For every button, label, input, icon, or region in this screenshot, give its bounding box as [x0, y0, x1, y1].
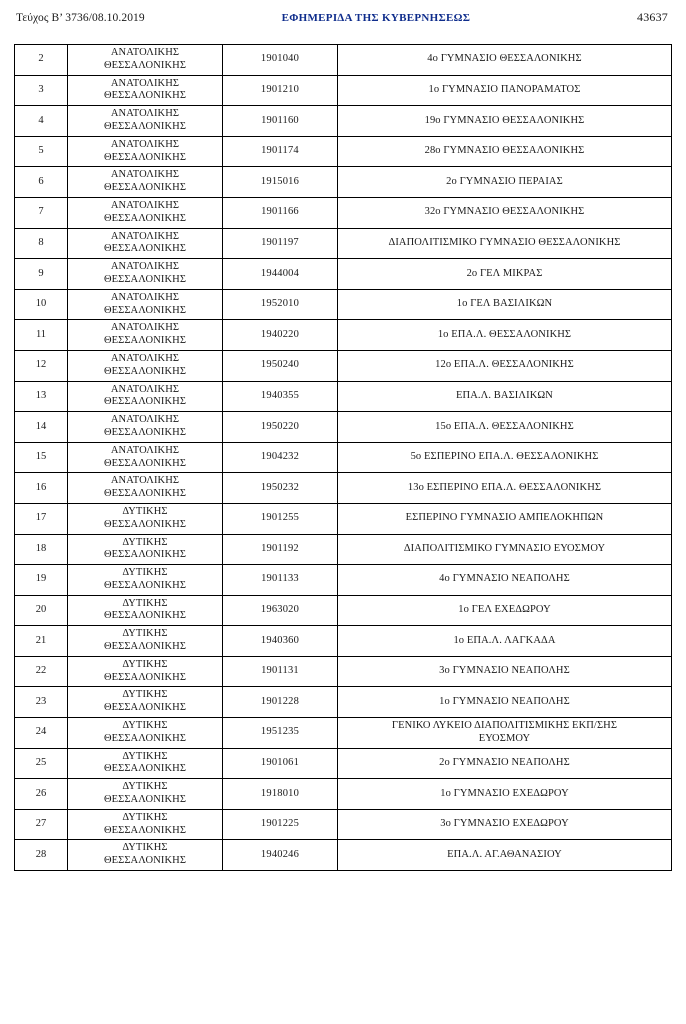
table-row [15, 565, 672, 596]
table-row [15, 595, 672, 626]
region-line-1: ΔΥΤΙΚΗΣ [122, 811, 168, 823]
region-line-2: ΘΕΣΣΑΛΟΝΙΚΗΣ [103, 365, 187, 377]
table-row [15, 412, 672, 443]
schools-table-body [15, 45, 672, 871]
region-cell [68, 75, 223, 106]
row-index-cell: 14 [15, 412, 68, 443]
school-name-line-1: 1ο ΕΠΑ.Λ. ΘΕΣΣΑΛΟΝΙΚΗΣ [437, 328, 572, 340]
school-name-line-1: 3ο ΓΥΜΝΑΣΙΟ ΕΧΕΔΩΡΟΥ [440, 818, 569, 830]
region-line-2: ΘΕΣΣΑΛΟΝΙΚΗΣ [103, 641, 187, 653]
region-cell [68, 412, 223, 443]
row-index-cell: 22 [15, 656, 68, 687]
row-index-cell: 4 [15, 106, 68, 137]
region-line-2: ΘΕΣΣΑΛΟΝΙΚΗΣ [103, 335, 187, 347]
region-cell [68, 228, 223, 259]
school-name-cell [338, 350, 672, 381]
page-number: 43637 [637, 10, 668, 24]
school-code-cell: 1944004 [223, 259, 338, 290]
school-code-cell: 1901255 [223, 503, 338, 534]
region-line-2: ΘΕΣΣΑΛΟΝΙΚΗΣ [103, 610, 187, 622]
region-line-1: ΔΥΤΙΚΗΣ [122, 567, 168, 579]
row-index-cell: 25 [15, 748, 68, 779]
region-cell [68, 779, 223, 810]
school-code-cell: 1963020 [223, 595, 338, 626]
school-code-cell: 1901160 [223, 106, 338, 137]
school-code-cell: 1940246 [223, 840, 338, 871]
school-name-cell [338, 228, 672, 259]
school-name-line-1: 5ο ΕΣΠΕΡΙΝΟ ΕΠΑ.Λ. ΘΕΣΣΑΛΟΝΙΚΗΣ [410, 451, 599, 463]
school-code-cell: 1915016 [223, 167, 338, 198]
school-code-cell: 1950220 [223, 412, 338, 443]
region-line-1: ΑΝΑΤΟΛΙΚΗΣ [110, 169, 180, 181]
region-line-1: ΑΝΑΤΟΛΙΚΗΣ [110, 77, 180, 89]
region-cell [68, 45, 223, 76]
school-code-cell: 1901166 [223, 197, 338, 228]
issue-reference: Τεύχος Β’ 3736/08.10.2019 [16, 12, 145, 24]
table-row [15, 840, 672, 871]
region-line-2: ΘΕΣΣΑΛΟΝΙΚΗΣ [103, 426, 187, 438]
table-row [15, 320, 672, 351]
school-name-cell [338, 320, 672, 351]
school-name-cell [338, 197, 672, 228]
table-row [15, 718, 672, 749]
region-cell [68, 687, 223, 718]
table-row [15, 350, 672, 381]
region-line-2: ΘΕΣΣΑΛΟΝΙΚΗΣ [103, 90, 187, 102]
school-name-line-1: ΕΣΠΕΡΙΝΟ ΓΥΜΝΑΣΙΟ ΑΜΠΕΛΟΚΗΠΩΝ [405, 512, 604, 524]
school-code-cell: 1918010 [223, 779, 338, 810]
school-name-cell [338, 473, 672, 504]
school-code-cell: 1904232 [223, 442, 338, 473]
region-line-2: ΘΕΣΣΑΛΟΝΙΚΗΣ [103, 273, 187, 285]
schools-table [14, 44, 672, 871]
row-index-cell: 23 [15, 687, 68, 718]
region-cell [68, 106, 223, 137]
school-name-line-1: 12ο ΕΠΑ.Λ. ΘΕΣΣΑΛΟΝΙΚΗΣ [435, 359, 574, 371]
table-row [15, 779, 672, 810]
region-line-2: ΘΕΣΣΑΛΟΝΙΚΗΣ [103, 212, 187, 224]
school-code-cell: 1940355 [223, 381, 338, 412]
region-line-1: ΑΝΑΤΟΛΙΚΗΣ [110, 414, 180, 426]
school-name-line-1: ΓΕΝΙΚΟ ΛΥΚΕΙΟ ΔΙΑΠΟΛΙΤΙΣΜΙΚΗΣ ΕΚΠ/ΣΗΣ [391, 720, 618, 732]
school-name-cell [338, 687, 672, 718]
row-index-cell: 10 [15, 289, 68, 320]
school-name-cell [338, 106, 672, 137]
table-row [15, 136, 672, 167]
row-index-cell: 24 [15, 718, 68, 749]
region-cell [68, 167, 223, 198]
school-code-cell: 1901061 [223, 748, 338, 779]
school-name-cell [338, 503, 672, 534]
region-line-1: ΑΝΑΤΟΛΙΚΗΣ [110, 261, 180, 273]
school-name-line-1: 1ο ΓΕΛ ΒΑΣΙΛΙΚΩΝ [456, 298, 553, 310]
region-cell [68, 289, 223, 320]
school-code-cell: 1951235 [223, 718, 338, 749]
region-cell [68, 381, 223, 412]
table-row [15, 534, 672, 565]
region-line-2: ΘΕΣΣΑΛΟΝΙΚΗΣ [103, 59, 187, 71]
region-cell [68, 840, 223, 871]
region-line-1: ΑΝΑΤΟΛΙΚΗΣ [110, 47, 180, 58]
region-line-1: ΑΝΑΤΟΛΙΚΗΣ [110, 352, 180, 364]
region-cell [68, 442, 223, 473]
school-code-cell: 1940360 [223, 626, 338, 657]
region-line-1: ΑΝΑΤΟΛΙΚΗΣ [110, 199, 180, 211]
region-line-1: ΑΝΑΤΟΛΙΚΗΣ [110, 383, 180, 395]
school-name-cell [338, 626, 672, 657]
row-index-cell: 8 [15, 228, 68, 259]
region-line-2: ΘΕΣΣΑΛΟΝΙΚΗΣ [103, 671, 187, 683]
school-name-cell [338, 565, 672, 596]
school-code-cell: 1901174 [223, 136, 338, 167]
table-row [15, 259, 672, 290]
table-row [15, 748, 672, 779]
school-name-line-1: ΔΙΑΠΟΛΙΤΙΣΜΙΚΟ ΓΥΜΝΑΣΙΟ ΘΕΣΣΑΛΟΝΙΚΗΣ [388, 236, 621, 248]
region-cell [68, 748, 223, 779]
school-name-line-1: ΕΠΑ.Λ. ΑΓ.ΑΘΑΝΑΣΙΟΥ [447, 848, 562, 860]
region-line-1: ΑΝΑΤΟΛΙΚΗΣ [110, 230, 180, 242]
region-line-1: ΔΥΤΙΚΗΣ [122, 536, 168, 548]
region-line-1: ΔΥΤΙΚΗΣ [122, 628, 168, 640]
school-code-cell: 1950232 [223, 473, 338, 504]
row-index-cell: 2 [15, 45, 68, 76]
region-line-1: ΔΥΤΙΚΗΣ [122, 597, 168, 609]
row-index-cell: 11 [15, 320, 68, 351]
school-name-cell [338, 656, 672, 687]
region-line-2: ΘΕΣΣΑΛΟΝΙΚΗΣ [103, 824, 187, 836]
region-cell [68, 718, 223, 749]
school-name-line-1: 2ο ΓΥΜΝΑΣΙΟ ΝΕΑΠΟΛΗΣ [439, 757, 570, 769]
region-cell [68, 565, 223, 596]
region-line-2: ΘΕΣΣΑΛΟΝΙΚΗΣ [103, 243, 187, 255]
row-index-cell: 21 [15, 626, 68, 657]
school-name-cell [338, 595, 672, 626]
school-name-line-1: 1ο ΓΥΜΝΑΣΙΟ ΠΑΝΟΡΑΜΑΤΟΣ [428, 83, 581, 95]
school-name-line-1: 32ο ΓΥΜΝΑΣΙΟ ΘΕΣΣΑΛΟΝΙΚΗΣ [424, 206, 585, 218]
region-line-1: ΔΥΤΙΚΗΣ [122, 658, 168, 670]
region-line-1: ΔΥΤΙΚΗΣ [122, 750, 168, 762]
school-name-line-1: ΔΙΑΠΟΛΙΤΙΣΜΙΚΟ ΓΥΜΝΑΣΙΟ ΕΥΟΣΜΟΥ [403, 542, 606, 554]
region-line-2: ΘΕΣΣΑΛΟΝΙΚΗΣ [103, 732, 187, 744]
school-name-cell [338, 167, 672, 198]
region-line-1: ΔΥΤΙΚΗΣ [122, 842, 168, 854]
school-name-cell [338, 718, 672, 749]
school-name-cell [338, 136, 672, 167]
school-name-cell [338, 381, 672, 412]
region-cell [68, 595, 223, 626]
school-name-cell [338, 748, 672, 779]
region-line-2: ΘΕΣΣΑΛΟΝΙΚΗΣ [103, 120, 187, 132]
school-code-cell: 1940220 [223, 320, 338, 351]
table-row [15, 289, 672, 320]
school-code-cell: 1901131 [223, 656, 338, 687]
table-row [15, 656, 672, 687]
table-row [15, 197, 672, 228]
region-line-2: ΘΕΣΣΑΛΟΝΙΚΗΣ [103, 702, 187, 714]
school-name-line-1: 1ο ΓΥΜΝΑΣΙΟ ΝΕΑΠΟΛΗΣ [439, 695, 570, 707]
school-code-cell: 1901228 [223, 687, 338, 718]
school-name-line-1: 3ο ΓΥΜΝΑΣΙΟ ΝΕΑΠΟΛΗΣ [439, 665, 570, 677]
school-name-line-1: 4ο ΓΥΜΝΑΣΙΟ ΝΕΑΠΟΛΗΣ [439, 573, 570, 585]
row-index-cell: 7 [15, 197, 68, 228]
school-code-cell: 1901225 [223, 809, 338, 840]
school-code-cell: 1901197 [223, 228, 338, 259]
region-line-1: ΑΝΑΤΟΛΙΚΗΣ [110, 291, 180, 303]
row-index-cell: 6 [15, 167, 68, 198]
school-name-cell [338, 779, 672, 810]
row-index-cell: 17 [15, 503, 68, 534]
table-row [15, 167, 672, 198]
table-row [15, 75, 672, 106]
region-cell [68, 473, 223, 504]
school-name-line-1: 19ο ΓΥΜΝΑΣΙΟ ΘΕΣΣΑΛΟΝΙΚΗΣ [424, 114, 585, 126]
table-row [15, 809, 672, 840]
region-cell [68, 197, 223, 228]
region-line-2: ΘΕΣΣΑΛΟΝΙΚΗΣ [103, 579, 187, 591]
page-header [14, 10, 672, 32]
row-index-cell: 16 [15, 473, 68, 504]
region-line-1: ΑΝΑΤΟΛΙΚΗΣ [110, 108, 180, 120]
table-row [15, 687, 672, 718]
school-name-line-1: 13ο ΕΣΠΕΡΙΝΟ ΕΠΑ.Λ. ΘΕΣΣΑΛΟΝΙΚΗΣ [407, 481, 602, 493]
region-cell [68, 136, 223, 167]
region-line-1: ΔΥΤΙΚΗΣ [122, 720, 168, 732]
school-name-line-1: 2ο ΓΥΜΝΑΣΙΟ ΠΕΡΑΙΑΣ [446, 175, 563, 187]
region-line-2: ΘΕΣΣΑΛΟΝΙΚΗΣ [103, 396, 187, 408]
school-name-line-1: 2ο ΓΕΛ ΜΙΚΡΑΣ [466, 267, 543, 279]
region-line-2: ΘΕΣΣΑΛΟΝΙΚΗΣ [103, 488, 187, 500]
region-line-2: ΘΕΣΣΑΛΟΝΙΚΗΣ [103, 182, 187, 194]
table-row [15, 503, 672, 534]
region-line-2: ΘΕΣΣΑΛΟΝΙΚΗΣ [103, 763, 187, 775]
school-name-line-1: 1ο ΓΕΛ ΕΧΕΔΩΡΟΥ [458, 604, 551, 616]
table-row [15, 381, 672, 412]
region-line-2: ΘΕΣΣΑΛΟΝΙΚΗΣ [103, 457, 187, 469]
region-line-1: ΑΝΑΤΟΛΙΚΗΣ [110, 444, 180, 456]
region-cell [68, 534, 223, 565]
row-index-cell: 9 [15, 259, 68, 290]
region-line-2: ΘΕΣΣΑΛΟΝΙΚΗΣ [103, 518, 187, 530]
school-name-cell [338, 840, 672, 871]
region-cell [68, 809, 223, 840]
region-line-1: ΔΥΤΙΚΗΣ [122, 781, 168, 793]
region-cell [68, 320, 223, 351]
region-line-2: ΘΕΣΣΑΛΟΝΙΚΗΣ [103, 794, 187, 806]
school-name-cell [338, 809, 672, 840]
school-name-cell [338, 412, 672, 443]
table-row [15, 442, 672, 473]
region-line-2: ΘΕΣΣΑΛΟΝΙΚΗΣ [103, 151, 187, 163]
school-name-line-1: ΕΠΑ.Λ. ΒΑΣΙΛΙΚΩΝ [456, 389, 553, 401]
school-code-cell: 1901133 [223, 565, 338, 596]
school-name-line-1: 15ο ΕΠΑ.Λ. ΘΕΣΣΑΛΟΝΙΚΗΣ [435, 420, 574, 432]
row-index-cell: 26 [15, 779, 68, 810]
school-name-line-1: 4ο ΓΥΜΝΑΣΙΟ ΘΕΣΣΑΛΟΝΙΚΗΣ [427, 53, 582, 65]
table-row [15, 626, 672, 657]
row-index-cell: 27 [15, 809, 68, 840]
region-cell [68, 259, 223, 290]
school-name-cell [338, 45, 672, 76]
region-cell [68, 350, 223, 381]
school-name-cell [338, 289, 672, 320]
school-name-line-1: 1ο ΓΥΜΝΑΣΙΟ ΕΧΕΔΩΡΟΥ [440, 787, 569, 799]
region-line-1: ΔΥΤΙΚΗΣ [122, 505, 168, 517]
table-row [15, 45, 672, 76]
school-code-cell: 1950240 [223, 350, 338, 381]
row-index-cell: 28 [15, 840, 68, 871]
region-line-1: ΑΝΑΤΟΛΙΚΗΣ [110, 138, 180, 150]
table-row [15, 106, 672, 137]
school-name-line-1: 1ο ΕΠΑ.Λ. ΛΑΓΚΑΔΑ [453, 634, 556, 646]
region-cell [68, 626, 223, 657]
region-cell [68, 656, 223, 687]
row-index-cell: 18 [15, 534, 68, 565]
region-line-1: ΑΝΑΤΟΛΙΚΗΣ [110, 322, 180, 334]
school-code-cell: 1901210 [223, 75, 338, 106]
row-index-cell: 5 [15, 136, 68, 167]
row-index-cell: 3 [15, 75, 68, 106]
region-line-2: ΘΕΣΣΑΛΟΝΙΚΗΣ [103, 304, 187, 316]
school-code-cell: 1952010 [223, 289, 338, 320]
row-index-cell: 13 [15, 381, 68, 412]
table-row [15, 473, 672, 504]
school-name-cell [338, 259, 672, 290]
region-line-2: ΘΕΣΣΑΛΟΝΙΚΗΣ [103, 855, 187, 867]
school-name-line-2: ΕΥΟΣΜΟΥ [478, 732, 531, 744]
row-index-cell: 12 [15, 350, 68, 381]
gazette-title: ΕΦΗΜΕΡΙ∆Α ΤΗΣ ΚΥΒΕΡΝΗΣΕΩΣ [281, 12, 471, 24]
row-index-cell: 15 [15, 442, 68, 473]
school-code-cell: 1901192 [223, 534, 338, 565]
region-line-1: ΔΥΤΙΚΗΣ [122, 689, 168, 701]
region-line-1: ΑΝΑΤΟΛΙΚΗΣ [110, 475, 180, 487]
school-name-cell [338, 75, 672, 106]
school-code-cell: 1901040 [223, 45, 338, 76]
row-index-cell: 19 [15, 565, 68, 596]
school-name-cell [338, 534, 672, 565]
table-row [15, 228, 672, 259]
school-name-cell [338, 442, 672, 473]
region-cell [68, 503, 223, 534]
region-line-2: ΘΕΣΣΑΛΟΝΙΚΗΣ [103, 549, 187, 561]
row-index-cell: 20 [15, 595, 68, 626]
school-name-line-1: 28ο ΓΥΜΝΑΣΙΟ ΘΕΣΣΑΛΟΝΙΚΗΣ [424, 145, 585, 157]
